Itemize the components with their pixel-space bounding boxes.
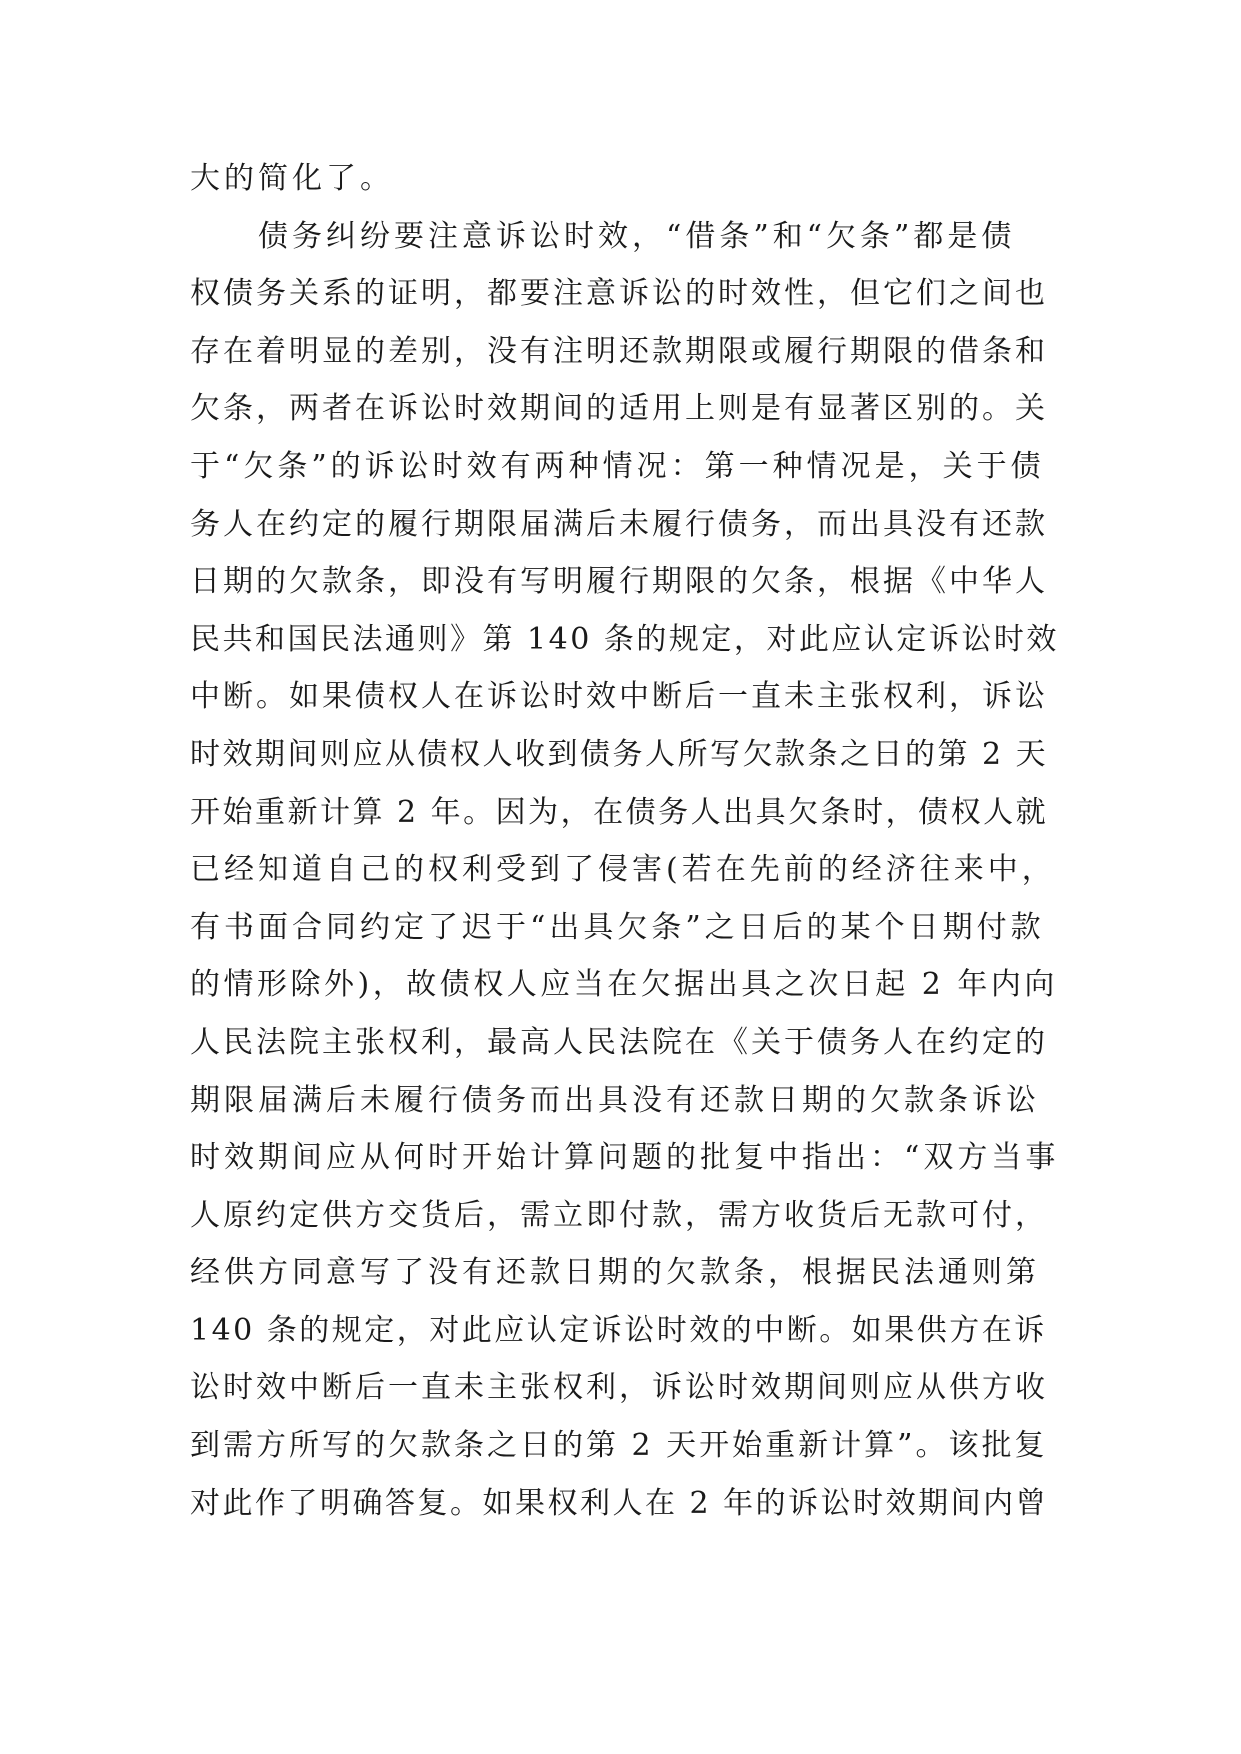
text-line: 人原约定供方交货后，需立即付款，需方收货后无款可付， <box>190 1197 1048 1233</box>
text-line: 讼时效中断后一直未主张权利，诉讼时效期间则应从供方收 <box>190 1370 1048 1406</box>
text-line: 有书面合同约定了迟于“出具欠条”之日后的某个日期付款 <box>190 909 1045 945</box>
text-line: 开始重新计算 2 年。因为，在债务人出具欠条时，债权人就 <box>190 794 1049 830</box>
text-line: 欠条，两者在诉讼时效期间的适用上则是有显著区别的。关 <box>190 391 1048 427</box>
paragraph-first-line: 债务纠纷要注意诉讼时效，“借条”和“欠条”都是债 <box>258 218 1016 254</box>
text-line: 已经知道自己的权利受到了侵害(若在先前的经济往来中， <box>190 852 1056 888</box>
text-line: 期限届满后未履行债务而出具没有还款日期的欠款条诉讼 <box>190 1082 1040 1118</box>
text-line: 大的简化了。 <box>190 161 394 196</box>
body-text <box>190 150 1060 1532</box>
text-line: 存在着明显的差别，没有注明还款期限或履行期限的借条和 <box>190 333 1048 369</box>
text-line: 人民法院主张权利，最高人民法院在《关于债务人在约定的 <box>190 1024 1048 1060</box>
text-line: 时效期间则应从债权人收到债务人所写欠款条之日的第 2 天 <box>190 736 1049 772</box>
text-line: 中断。如果债权人在诉讼时效中断后一直未主张权利，诉讼 <box>190 679 1048 715</box>
text-line: 民共和国民法通则》第 140 条的规定，对此应认定诉讼时效 <box>190 621 1059 657</box>
text-line: 权债务关系的证明，都要注意诉讼的时效性，但它们之间也 <box>190 276 1048 312</box>
text-line: 于“欠条”的诉讼时效有两种情况：第一种情况是，关于债 <box>190 448 1045 484</box>
text-line: 经供方同意写了没有还款日期的欠款条，根据民法通则第 <box>190 1255 1040 1291</box>
text-line: 140 条的规定，对此应认定诉讼时效的中断。如果供方在诉 <box>190 1312 1047 1348</box>
text-line: 的情形除外)，故债权人应当在欠据出具之次日起 2 年内向 <box>190 967 1058 1003</box>
text-line: 日期的欠款条，即没有写明履行期限的欠条，根据《中华人 <box>190 564 1048 600</box>
text-line: 到需方所写的欠款条之日的第 2 天开始重新计算”。该批复 <box>190 1428 1048 1464</box>
text-line: 务人在约定的履行期限届满后未履行债务，而出具没有还款 <box>190 506 1048 542</box>
text-line: 时效期间应从何时开始计算问题的批复中指出：“双方当事 <box>190 1140 1060 1176</box>
text-line: 对此作了明确答复。如果权利人在 2 年的诉讼时效期间内曾 <box>190 1485 1049 1521</box>
